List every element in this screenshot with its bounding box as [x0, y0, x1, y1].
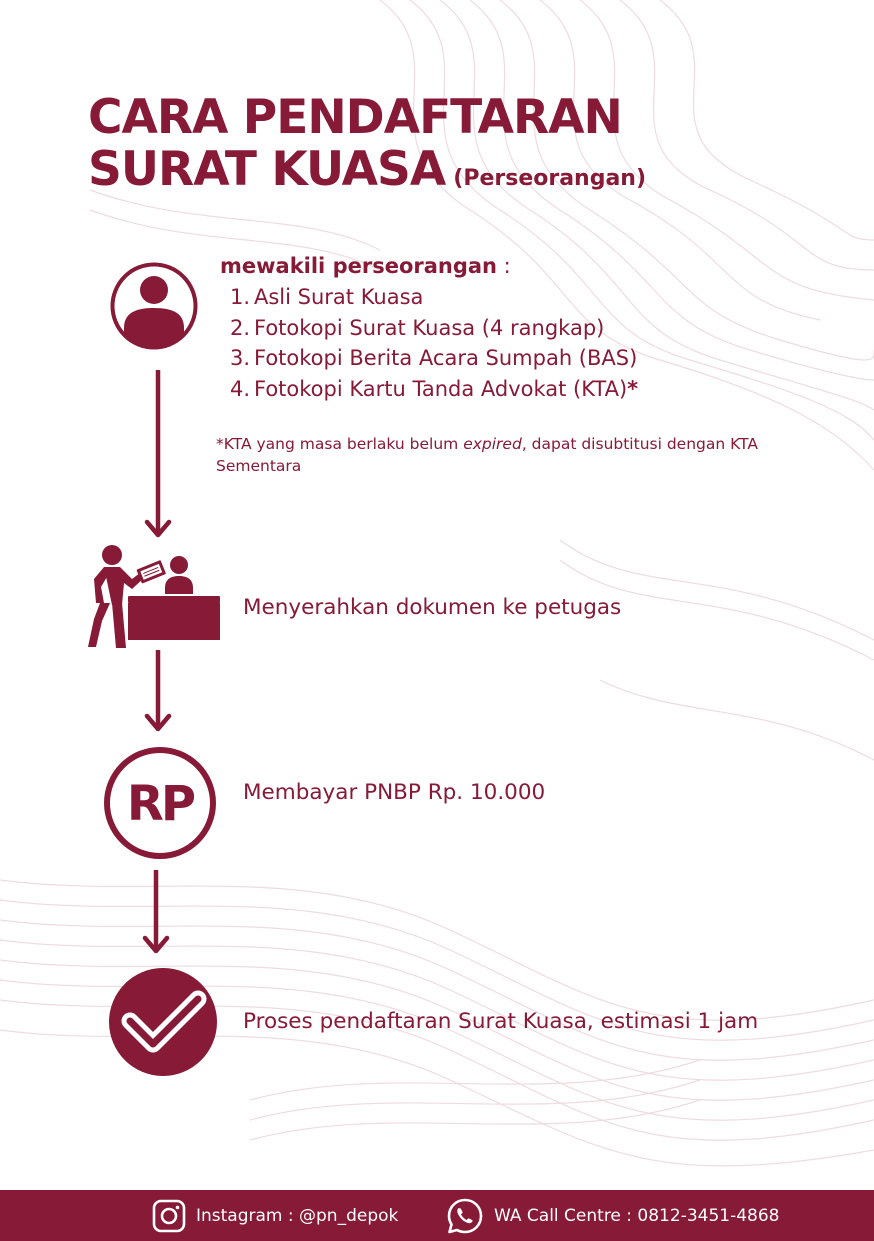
instagram-icon	[152, 1199, 186, 1233]
list-item	[220, 374, 820, 405]
arrow-down-icon	[141, 870, 171, 958]
title-line-2	[88, 144, 646, 205]
instagram-contact[interactable]	[152, 1190, 398, 1241]
page-title	[88, 92, 646, 205]
requirements-heading	[220, 251, 820, 281]
whatsapp-contact[interactable]	[446, 1190, 780, 1241]
rupiah-symbol: RP	[126, 776, 194, 832]
kta-footnote	[216, 433, 806, 477]
list-item-text: Fotokopi Kartu Tanda Advokat (KTA)	[254, 376, 628, 401]
requirements-heading-colon: :	[497, 254, 511, 278]
list-item	[220, 343, 820, 374]
requirements-section	[220, 251, 820, 404]
list-item-number: 1.	[229, 285, 250, 309]
instagram-label: Instagram : @pn_depok	[196, 1205, 399, 1226]
step-pay-pnbp: Membayar PNBP Rp. 10.000	[243, 780, 546, 805]
step-registration-process: Proses pendaftaran Surat Kuasa, estimasi 1 jam	[243, 1009, 759, 1034]
requirements-heading-text: mewakili perseorangan	[220, 254, 497, 278]
title-subtitle: (Perseorangan)	[453, 166, 647, 191]
rupiah-icon	[102, 745, 218, 861]
arrow-down-icon	[143, 650, 173, 736]
list-item-text: Asli Surat Kuasa	[254, 285, 424, 309]
list-item-text: Fotokopi Surat Kuasa (4 rangkap)	[254, 315, 605, 340]
whatsapp-icon	[446, 1197, 484, 1235]
list-item	[220, 282, 820, 313]
list-item-number: 2.	[229, 315, 250, 340]
list-item-number: 4.	[229, 376, 250, 401]
list-item-text: Fotokopi Berita Acara Sumpah (BAS)	[254, 346, 638, 370]
requirements-list	[220, 282, 820, 404]
title-line-1: CARA PENDAFTARAN	[88, 90, 622, 145]
asterisk-mark: *	[627, 376, 639, 401]
list-item	[220, 313, 820, 344]
note-emphasis: expired	[463, 435, 522, 453]
list-item-number: 3.	[229, 346, 250, 370]
whatsapp-label: WA Call Centre : 0812-3451-4868	[494, 1205, 780, 1226]
desk-officer-icon	[86, 543, 222, 651]
arrow-down-icon	[143, 370, 173, 542]
title-line-2-text: SURAT KUASA	[88, 142, 446, 197]
checkmark-icon	[108, 967, 218, 1077]
step-submit-documents: Menyerahkan dokumen ke petugas	[243, 595, 622, 620]
person-icon	[110, 262, 198, 350]
note-suffix: , dapat disubtitusi dengan KTA Sementara	[216, 435, 758, 475]
footer-bar	[0, 1190, 874, 1241]
note-prefix: *KTA yang masa berlaku belum	[216, 435, 464, 453]
